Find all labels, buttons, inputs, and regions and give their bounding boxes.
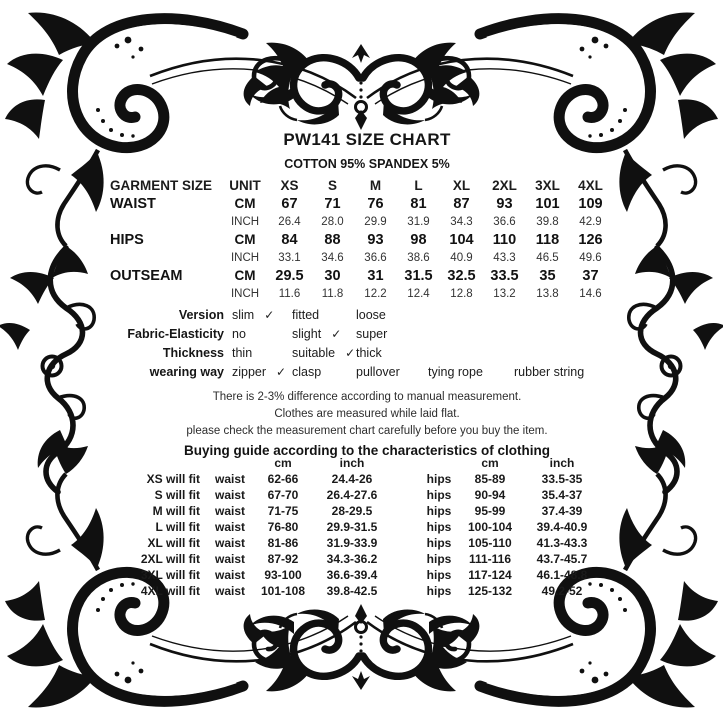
measurement-value: 93 <box>367 232 384 248</box>
hips-inch-range: 46.1-48.8 <box>536 568 588 582</box>
option-text: loose <box>356 308 386 322</box>
spacer-cell <box>416 455 462 471</box>
hips-cm-range: 105-110 <box>468 536 512 550</box>
attribute-option <box>356 344 428 363</box>
attribute-option <box>428 363 514 382</box>
measurement-value: 84 <box>281 232 298 248</box>
hips-inch-range: 37.4-39 <box>541 504 583 518</box>
option-text: slight <box>292 327 322 341</box>
attribute-label: Version <box>178 308 224 322</box>
attribute-option <box>428 344 514 363</box>
measurement-notes <box>14 389 720 460</box>
measurement-value: 93 <box>496 196 513 212</box>
attribute-row-wearing-way <box>112 363 624 382</box>
hips-label: hips <box>426 488 452 502</box>
unit-header-cm: cm <box>481 456 499 470</box>
measurement-value: 30 <box>324 268 341 284</box>
hips-cm-range: 100-104 <box>467 520 513 534</box>
attribute-label: Fabric-Elasticity <box>127 327 224 341</box>
fit-size-label: L will fit <box>155 520 200 534</box>
attribute-option <box>232 325 292 344</box>
hips-cm-range: 95-99 <box>474 504 506 518</box>
waist-cm-range: 76-80 <box>267 520 299 534</box>
hips-inch-range: 43.7-45.7 <box>536 552 588 566</box>
waist-cm-range: 93-100 <box>264 568 302 582</box>
measurement-value: 76 <box>367 196 384 212</box>
checkmark: ✓ <box>264 308 275 322</box>
spacer-cell <box>396 471 416 487</box>
measurement-value: 37 <box>582 268 599 284</box>
spacer-cell <box>396 535 416 551</box>
spacer-cell <box>396 503 416 519</box>
measurement-value: 31.9 <box>407 216 430 228</box>
hips-cm-range: 111-116 <box>468 552 512 566</box>
hips-inch-range: 49.2-52 <box>541 584 583 598</box>
checkmark: ✓ <box>276 365 287 379</box>
hips-label: hips <box>426 504 452 518</box>
measurement-value: 12.8 <box>450 288 473 300</box>
hips-label: hips <box>426 472 452 486</box>
waist-cm-range: 67-70 <box>267 488 299 502</box>
unit-header-cm: cm <box>274 456 292 470</box>
spacer-cell <box>202 455 258 471</box>
row-label-waist: WAIST <box>110 196 156 212</box>
option-text: zipper <box>232 365 267 379</box>
attribute-row-version <box>112 306 624 325</box>
unit-cell: CM <box>234 232 256 247</box>
waist-cm-range: 87-92 <box>267 552 299 566</box>
waist-label: waist <box>214 536 245 550</box>
option-text: pullover <box>356 365 400 379</box>
unit-header-inch: inch <box>339 456 365 470</box>
header-size-2xl: 2XL <box>492 178 517 193</box>
attribute-option <box>514 306 624 325</box>
measurement-value: 98 <box>410 232 427 248</box>
waist-inch-range: 39.8-42.5 <box>326 584 378 598</box>
unit-cell: INCH <box>230 288 260 300</box>
measurement-value: 39.8 <box>536 216 559 228</box>
note-line: Clothes are measured while laid flat. <box>274 408 460 420</box>
measurement-value: 110 <box>492 232 517 248</box>
unit-cell: INCH <box>230 216 260 228</box>
fit-size-label: XS will fit <box>146 472 200 486</box>
attribute-option <box>292 344 356 363</box>
attribute-option <box>428 325 514 344</box>
measurement-value: 35 <box>539 268 556 284</box>
spacer-cell <box>138 455 202 471</box>
waist-label: waist <box>214 584 245 598</box>
attribute-label: Thickness <box>162 346 224 360</box>
measurement-value: 36.6 <box>493 216 516 228</box>
unit-header-inch: inch <box>549 456 575 470</box>
attribute-option <box>514 363 624 382</box>
note-line: There is 2-3% difference according to manual measurement. <box>212 391 522 403</box>
checkmark: ✓ <box>345 346 356 360</box>
checkmark: ✓ <box>331 327 342 341</box>
header-size-xs: XS <box>280 178 299 193</box>
hips-label: hips <box>426 584 452 598</box>
attribute-label: wearing way <box>149 365 224 379</box>
measurement-value: 13.2 <box>493 288 516 300</box>
measurement-value: 12.4 <box>407 288 430 300</box>
option-text: thin <box>232 346 253 360</box>
measurement-value: 13.8 <box>536 288 559 300</box>
attribute-row-fabric-elasticity <box>112 325 624 344</box>
option-text: super <box>356 327 388 341</box>
waist-label: waist <box>214 520 245 534</box>
measurement-value: 46.5 <box>536 252 559 264</box>
waist-inch-range: 24.4-26 <box>331 472 373 486</box>
option-text: rubber string <box>514 365 585 379</box>
attribute-option <box>356 306 428 325</box>
measurement-value: 29.5 <box>275 268 304 284</box>
option-text: thick <box>356 346 382 360</box>
waist-cm-range: 62-66 <box>267 472 299 486</box>
hips-cm-range: 117-124 <box>468 568 512 582</box>
spacer-cell <box>396 455 416 471</box>
spacer-cell <box>396 487 416 503</box>
hips-cm-range: 125-132 <box>467 584 513 598</box>
header-size-4xl: 4XL <box>578 178 603 193</box>
spacer-cell <box>396 583 416 599</box>
spacer-cell <box>396 567 416 583</box>
waist-cm-range: 101-108 <box>260 584 306 598</box>
attribute-option <box>292 325 356 344</box>
measurement-value: 34.3 <box>450 216 473 228</box>
attribute-option <box>356 363 428 382</box>
measurement-value: 49.6 <box>579 252 602 264</box>
option-text: fitted <box>292 308 320 322</box>
option-text: slim <box>232 308 255 322</box>
measurement-value: 32.5 <box>447 268 476 284</box>
header-garment-size: GARMENT SIZE <box>110 178 213 193</box>
fabric-composition: COTTON 95% SPANDEX 5% <box>284 157 450 171</box>
measurement-value: 101 <box>535 196 560 212</box>
measurement-value: 34.6 <box>321 252 344 264</box>
measurement-value: 29.9 <box>364 216 387 228</box>
hips-label: hips <box>426 536 452 550</box>
measurement-value: 88 <box>324 232 341 248</box>
waist-inch-range: 26.4-27.6 <box>326 488 378 502</box>
waist-inch-range: 34.3-36.2 <box>326 552 378 566</box>
header-size-m: M <box>369 178 382 193</box>
fit-size-label: 2XL will fit <box>140 552 200 566</box>
option-text: tying rope <box>428 365 483 379</box>
header-unit: UNIT <box>229 178 261 193</box>
waist-inch-range: 36.6-39.4 <box>326 568 378 582</box>
waist-cm-range: 81-86 <box>267 536 299 550</box>
waist-inch-range: 28-29.5 <box>331 504 373 518</box>
row-label-empty <box>110 249 222 267</box>
size-table <box>110 177 612 303</box>
measurement-value: 87 <box>453 196 470 212</box>
buying-guide-table <box>138 455 606 599</box>
spacer-cell <box>396 519 416 535</box>
unit-cell: INCH <box>230 252 260 264</box>
measurement-value: 14.6 <box>579 288 602 300</box>
option-text: suitable <box>292 346 336 360</box>
measurement-value: 81 <box>410 196 427 212</box>
unit-cell: CM <box>234 196 256 211</box>
measurement-value: 26.4 <box>278 216 301 228</box>
fit-size-label: M will fit <box>152 504 200 518</box>
waist-label: waist <box>214 488 245 502</box>
attribute-option <box>292 363 356 382</box>
header-size-xl: XL <box>452 178 471 193</box>
measurement-value: 126 <box>578 232 603 248</box>
attribute-option <box>428 306 514 325</box>
measurement-value: 71 <box>324 196 341 212</box>
spacer-cell <box>396 551 416 567</box>
hips-inch-range: 35.4-37 <box>541 488 583 502</box>
attribute-option <box>232 306 292 325</box>
characteristics-section <box>112 306 624 382</box>
waist-label: waist <box>214 504 245 518</box>
row-label-hips: HIPS <box>110 232 144 248</box>
measurement-value: 28.0 <box>321 216 344 228</box>
attribute-option <box>292 306 356 325</box>
measurement-value: 40.9 <box>450 252 473 264</box>
row-label-empty <box>110 213 222 231</box>
buying-guide-heading: Buying guide according to the characteristics of clothing <box>183 443 551 458</box>
hips-label: hips <box>426 568 452 582</box>
row-label-outseam: OUTSEAM <box>110 268 183 284</box>
hips-label: hips <box>426 552 452 566</box>
hips-cm-range: 90-94 <box>474 488 506 502</box>
measurement-value: 33.1 <box>278 252 301 264</box>
note-line: please check the measurement chart carefully before you buy the item. <box>186 425 548 437</box>
attribute-option <box>232 344 292 363</box>
measurement-value: 104 <box>449 232 474 248</box>
attribute-row-thickness <box>112 344 624 363</box>
attribute-option <box>514 325 624 344</box>
attribute-option <box>514 344 624 363</box>
hips-inch-range: 41.3-43.3 <box>536 536 588 550</box>
unit-cell: CM <box>234 268 256 283</box>
measurement-value: 67 <box>281 196 298 212</box>
measurement-value: 42.9 <box>579 216 602 228</box>
fit-size-label: XL will fit <box>147 536 200 550</box>
measurement-value: 33.5 <box>490 268 519 284</box>
fit-size-label: 3XL will fit <box>140 568 200 582</box>
header-size-l: L <box>414 178 423 193</box>
option-text: clasp <box>292 365 322 379</box>
measurement-value: 11.8 <box>321 288 344 300</box>
waist-label: waist <box>214 568 245 582</box>
measurement-value: 31 <box>367 268 384 284</box>
measurement-value: 109 <box>578 196 603 212</box>
hips-label: hips <box>426 520 452 534</box>
waist-label: waist <box>214 472 245 486</box>
header-size-s: S <box>327 178 337 193</box>
waist-label: waist <box>214 552 245 566</box>
measurement-value: 118 <box>535 232 560 248</box>
measurement-value: 36.6 <box>364 252 387 264</box>
hips-cm-range: 85-89 <box>474 472 506 486</box>
waist-inch-range: 31.9-33.9 <box>326 536 378 550</box>
attribute-option <box>232 363 292 382</box>
fit-size-label: 4XL will fit <box>140 584 200 598</box>
hips-inch-range: 33.5-35 <box>541 472 583 486</box>
measurement-value: 43.3 <box>493 252 516 264</box>
hips-inch-range: 39.4-40.9 <box>536 520 588 534</box>
row-label-empty <box>110 285 222 303</box>
page-title: PW141 SIZE CHART <box>283 130 451 149</box>
header-size-3xl: 3XL <box>535 178 560 193</box>
waist-inch-range: 29.9-31.5 <box>326 520 378 534</box>
waist-cm-range: 71-75 <box>267 504 299 518</box>
measurement-value: 11.6 <box>278 288 301 300</box>
fit-size-label: S will fit <box>154 488 200 502</box>
attribute-option <box>356 325 428 344</box>
measurement-value: 12.2 <box>364 288 387 300</box>
measurement-value: 38.6 <box>407 252 430 264</box>
measurement-value: 31.5 <box>404 268 433 284</box>
option-text: no <box>232 327 246 341</box>
